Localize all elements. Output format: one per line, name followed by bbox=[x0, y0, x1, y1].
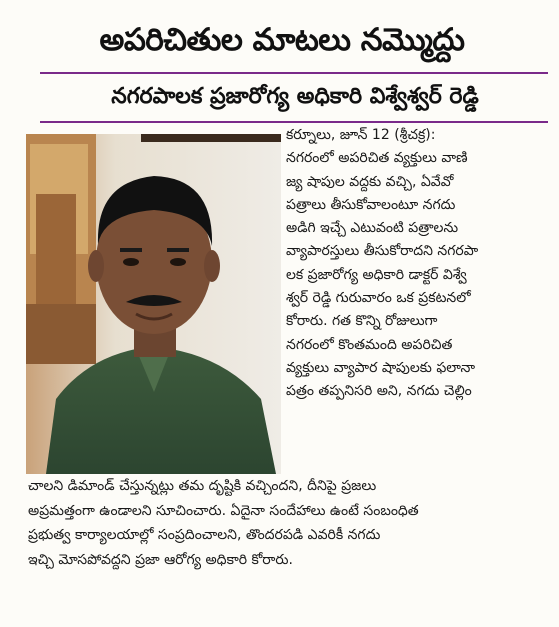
text-line: చాలని డిమాండ్ చేస్తున్నట్లు తమ దృష్టికి వచ్చిందని, దీనిపై ప్రజలు bbox=[28, 478, 377, 494]
headline: అపరిచితుల మాటలు నమ్మొద్దు bbox=[99, 22, 465, 58]
subheadline: నగరపాలక ప్రజారోగ్య అధికారి విశ్వేశ్వర్ రెడ్డి bbox=[111, 84, 479, 109]
official-portrait-photo bbox=[26, 134, 281, 474]
text-line: లక ప్రజారోగ్య అధికారి డాక్టర్ విశ్వే bbox=[286, 266, 467, 283]
text-line: నగరంలో కొంతమంది అపరిచిత bbox=[286, 336, 453, 353]
article-wide-text bbox=[28, 474, 550, 572]
portrait-illustration bbox=[26, 134, 281, 474]
divider-rule bbox=[40, 121, 548, 123]
text-line: కోరారు. గత కొన్ని రోజులుగా bbox=[286, 313, 438, 330]
text-line: ప్రభుత్వ కార్యాలయాల్లో సంప్రదించాలని, తొందరపడి ఎవరికీ నగదు bbox=[28, 527, 381, 543]
text-line: వ్యాపారస్తులు తీసుకోరాదని నగరపా bbox=[286, 243, 479, 260]
text-line: పత్రం తప్పనిసరి అని, నగదు చెల్లిం bbox=[286, 383, 472, 400]
text-line: కర్నూలు, జూన్ 12 (శ్రీచక్ర): bbox=[286, 127, 436, 143]
article-column-text bbox=[286, 124, 550, 404]
text-line: ఇచ్చి మోసపోవద్దని ప్రజా ఆరోగ్య అధికారి కోరారు. bbox=[28, 551, 293, 568]
text-line: వ్యక్తులు వ్యాపార షాపులకు ఫలానా bbox=[286, 359, 476, 376]
text-line: అడిగి ఇచ్చే ఎటువంటి పత్రాలను bbox=[286, 220, 459, 237]
text-line: శ్వర్ రెడ్డి గురువారం ఒక ప్రకటనలో bbox=[286, 290, 471, 307]
text-line: అప్రమత్తంగా ఉండాలని సూచించారు. ఏదైనా సందేహాలు ఉంటే సంబంధిత bbox=[28, 502, 419, 519]
text-line: జ్య షాపుల వద్దకు వచ్చి, ఏవేవో bbox=[286, 173, 454, 190]
text-line: పత్రాలు తీసుకోవాలంటూ నగదు bbox=[286, 196, 456, 213]
text-line: నగరంలో అపరిచిత వ్యక్తులు వాణి bbox=[286, 150, 468, 167]
divider-rule bbox=[40, 72, 548, 74]
